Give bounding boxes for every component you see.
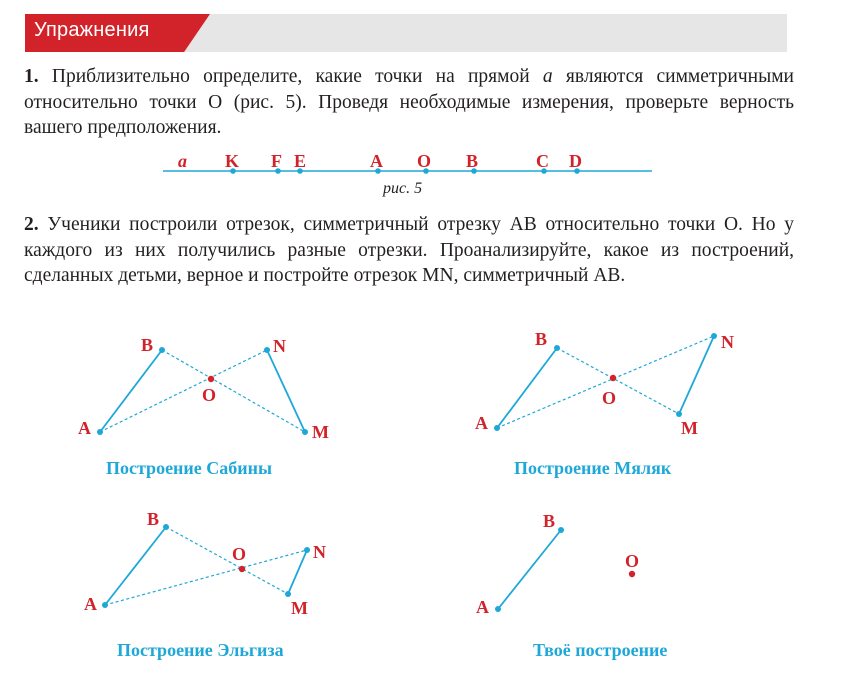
point-b [558, 527, 564, 533]
segment-ab [497, 348, 557, 428]
segment-ab [105, 527, 166, 605]
label-f: F [271, 151, 282, 171]
label-m: M [681, 418, 698, 438]
construction-myalyak [475, 329, 734, 478]
label-o: O [232, 544, 247, 564]
dashed-an [105, 550, 307, 605]
task-2-body: Ученики построили отрезок, симметричный отрезку АВ относительно точки О. Но у каждого из них получились разные отрезки. Проанализируйте, какое из построений, сделанных детьми, верное и постройте отрезок MN, симметричный АВ. [24, 214, 794, 286]
label-e: E [294, 151, 307, 171]
point-n [711, 333, 717, 339]
caption-sabina: Построение Сабины [106, 458, 273, 478]
point-a [495, 606, 501, 612]
label-n: N [721, 332, 734, 352]
label-b: B [543, 511, 556, 531]
point-b [163, 524, 169, 530]
point-o [629, 571, 635, 577]
dashed-bm [557, 348, 679, 414]
task-1-text-before: Приблизительно определите, какие точки на прямой [38, 66, 543, 87]
segment-ab [100, 350, 162, 432]
point-a [97, 429, 103, 435]
label-k: K [225, 151, 240, 171]
label-n: N [273, 336, 286, 356]
label-o: O [202, 385, 217, 405]
point-a [102, 602, 108, 608]
section-title: Упражнения [34, 19, 150, 41]
construction-yours [476, 511, 667, 660]
figure-5 [163, 151, 652, 197]
point-n [304, 547, 310, 553]
caption-elgiz: Построение Эльгиза [117, 640, 284, 660]
point-n [264, 347, 270, 353]
segment-nm [288, 550, 307, 594]
point-m [302, 429, 308, 435]
task-1-text-after: являются симметричными относительно точки О (рис. 5). Проведя необходимые измерения, проверьте верность вашего предположения. [24, 66, 794, 138]
label-b: B [466, 151, 479, 171]
segment-nm [267, 350, 305, 432]
label-m: M [291, 598, 308, 618]
label-d: D [569, 151, 582, 171]
line-a-label: a [178, 151, 187, 171]
point-b [554, 345, 560, 351]
point-b [159, 347, 165, 353]
construction-sabina [78, 335, 329, 478]
segment-nm [679, 336, 714, 414]
label-o: O [602, 388, 617, 408]
caption-myalyak: Построение Мяляк [514, 458, 672, 478]
task-1-number: 1. [24, 66, 39, 87]
label-b: B [535, 329, 548, 349]
label-a: A [370, 151, 383, 171]
task-1-line-name: a [542, 66, 553, 87]
label-a: A [475, 413, 488, 433]
label-a: A [78, 418, 91, 438]
point-o [239, 566, 245, 572]
label-a: A [84, 594, 97, 614]
point-m [676, 411, 682, 417]
label-c: C [536, 151, 549, 171]
point-o [208, 376, 214, 382]
point-a [494, 425, 500, 431]
caption-yours: Твоё построение [533, 640, 668, 660]
point-o [610, 375, 616, 381]
label-o: O [417, 151, 432, 171]
segment-ab [498, 530, 561, 609]
point-m [285, 591, 291, 597]
figure-5-caption: рис. 5 [383, 180, 423, 197]
construction-elgiz [84, 509, 326, 660]
task-2-number: 2. [24, 214, 39, 235]
label-o: O [625, 551, 640, 571]
label-a: A [476, 597, 489, 617]
label-b: B [147, 509, 160, 529]
label-n: N [313, 542, 326, 562]
label-b: B [141, 335, 154, 355]
dashed-bm [162, 350, 305, 432]
label-m: M [312, 422, 329, 442]
